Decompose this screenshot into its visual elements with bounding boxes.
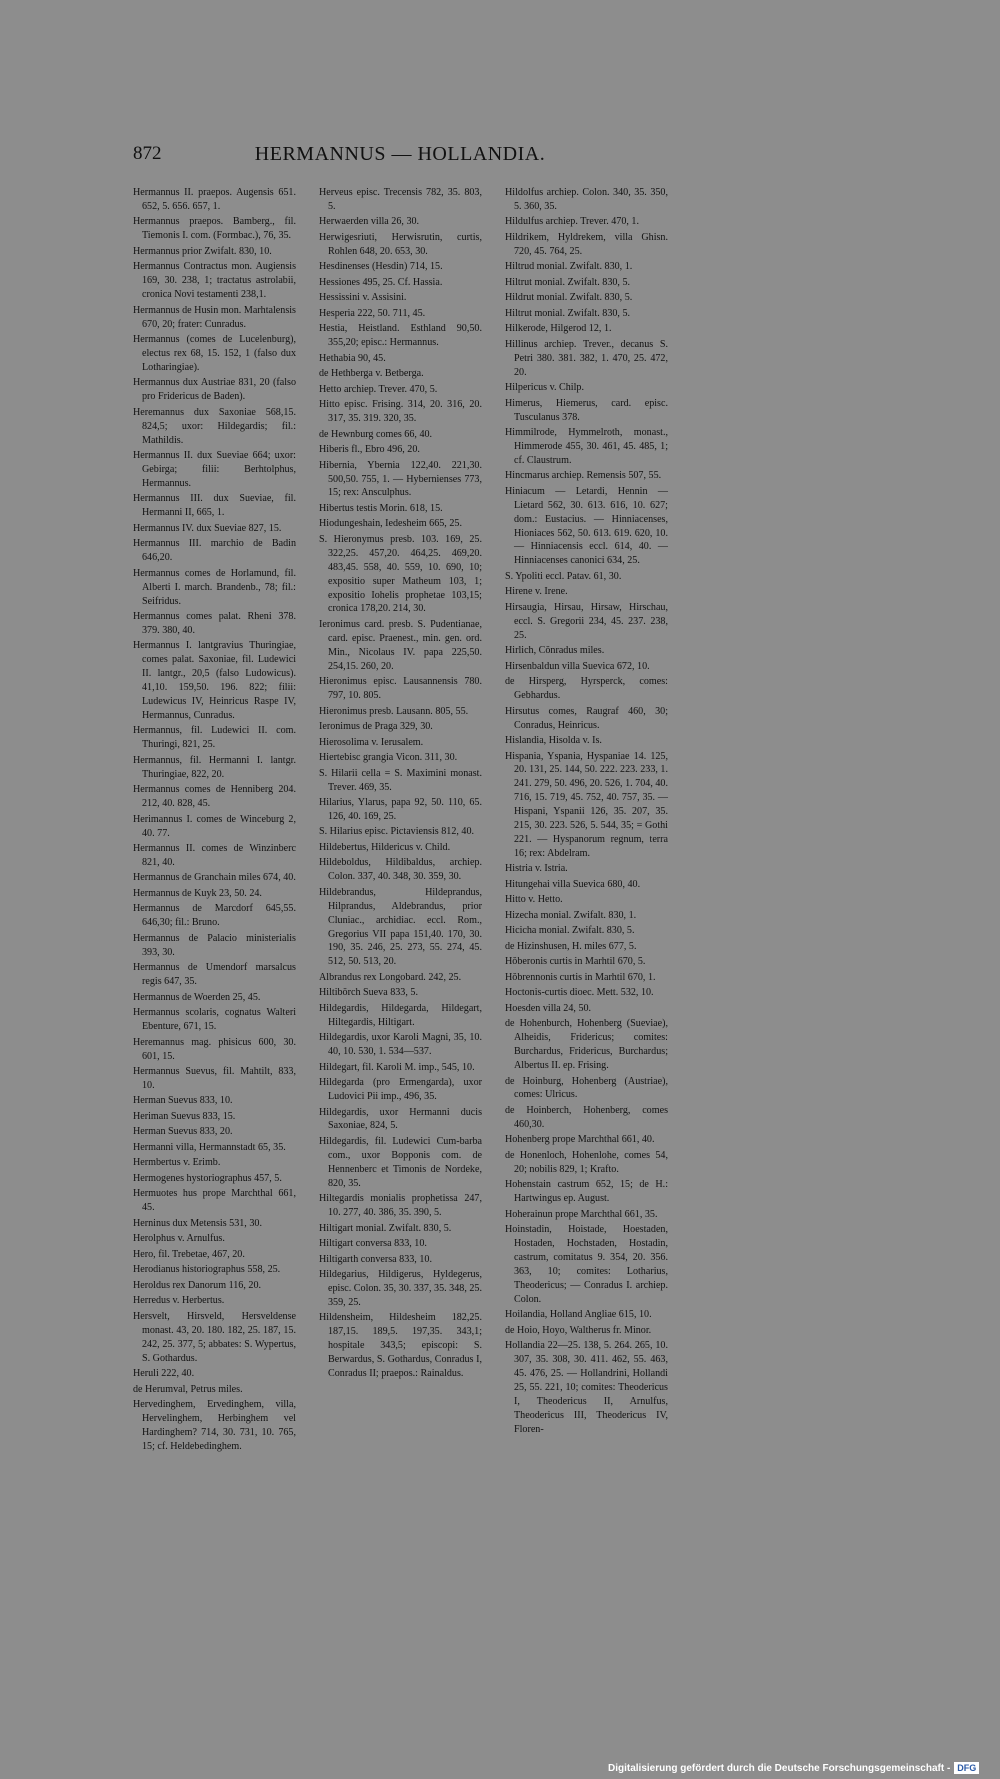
- index-entry: Hermannus comes de Horlamund, fil. Alberti I. march. Brandenb., 78; fil.: Seifridus.: [133, 567, 296, 607]
- index-entry: Hierosolima v. Ierusalem.: [319, 736, 424, 748]
- index-entry: de Hohenburch, Hohenberg (Sueviae), Alheidis, Fridericus; comites: Burchardus, Fridericus, Burchardus; Albertus II. ep. Frising.: [505, 1018, 668, 1072]
- index-entry: Hildegardis, Hildegarda, Hildegart, Hiltegardis, Hiltigart.: [319, 1002, 482, 1028]
- index-entry: Himerus, Hiemerus, card. episc. Tusculanus 378.: [505, 397, 668, 423]
- index-entry: Hessissini v. Assisini.: [319, 292, 407, 304]
- index-entry: Hirsaugia, Hirsau, Hirsaw, Hirschau, eccl. S. Gregorii 234, 45. 237. 238, 25.: [505, 601, 668, 641]
- index-entry: Hermannus (comes de Lucelenburg), electus rex 68, 15. 152, 1 (falso dux Lotharingiae).: [133, 334, 296, 373]
- index-entry: Hiltegardis monialis prophetissa 247, 10. 277, 40. 386, 35. 390, 5.: [319, 1193, 482, 1219]
- index-entry: Hildegart, fil. Karoli M. imp., 545, 10.: [319, 1061, 475, 1073]
- index-entry: Hermannus de Kuyk 23, 50. 24.: [133, 887, 262, 899]
- index-entry: Hermannus scolaris, cognatus Walteri Ebenture, 671, 15.: [133, 1007, 296, 1033]
- index-entry: Albrandus rex Longobard. 242, 25.: [319, 971, 462, 983]
- index-entry: Hermannus II. comes de Winzinberc 821, 40.: [133, 843, 296, 868]
- index-entry: Hildebrandus, Hildeprandus, Hilprandus, Aldebrandus, prior Cluniac., archidiac. eccl. Rom., Gregorius VII papa 151,40. 170, 30. 190, 35. 246, 25. 273, 55. 274, 45. 512, 50. 513, 20.: [319, 886, 482, 968]
- index-entry: Hiltrut monial. Zwifalt. 830, 5.: [505, 276, 631, 288]
- index-entry: Hiltigarth conversa 833, 10.: [319, 1253, 432, 1265]
- index-entry: Hermannus II. praepos. Augensis 651. 652, 5. 656. 657, 1.: [133, 187, 296, 212]
- index-entry: Hermannus de Woerden 25, 45.: [133, 991, 261, 1003]
- index-entry: Hermannus III. marchio de Badin 646,20.: [133, 538, 296, 564]
- index-column-2: [319, 186, 482, 1383]
- page-header: [133, 143, 667, 173]
- index-entry: Hitto v. Hetto.: [505, 894, 563, 906]
- index-entry: Hiberis fl., Ebro 496, 20.: [319, 444, 420, 456]
- index-entry: Hermannus de Palacio ministerialis 393, 30.: [133, 932, 296, 958]
- index-entry: Hibertus testis Morin. 618, 15.: [319, 502, 443, 514]
- index-entry: Hessiones 495, 25. Cf. Hassia.: [319, 276, 443, 288]
- index-entry: Hibernia, Ybernia 122,40. 221,30. 500,50. 755, 1. — Hybernienses 773, 15; rex: Ansculphus.: [319, 459, 482, 499]
- index-entry: S. Hilarii cella = S. Maximini monast. Trever. 469, 35.: [319, 767, 482, 793]
- index-entry: Hitungehai villa Suevica 680, 40.: [505, 878, 641, 890]
- footer-text: Digitalisierung gefördert durch die Deutsche Forschungsgemeinschaft -: [608, 1762, 951, 1774]
- dfg-logo: DFG: [954, 1762, 979, 1774]
- index-entry: Himmilrode, Hymmelroth, monast., Himmerode 455, 30. 461, 45. 485, 1; cf. Claustrum.: [505, 427, 668, 466]
- index-entry: Hermuotes hus prope Marchthal 661, 45.: [133, 1188, 296, 1214]
- index-entry: Hero, fil. Trebetae, 467, 20.: [133, 1248, 245, 1260]
- index-entry: Hilarius, Ylarus, papa 92, 50. 110, 65. 126, 40. 169, 25.: [319, 797, 482, 822]
- index-entry: Hiertebisc grangia Vicon. 311, 30.: [319, 752, 458, 764]
- index-entry: Hermannus prior Zwifalt. 830, 10.: [133, 245, 272, 257]
- index-entry: Hiltrud monial. Zwifalt. 830, 1.: [505, 261, 633, 273]
- index-entry: de Hoinburg, Hohenberg (Austriae), comes: Ulricus.: [505, 1075, 668, 1101]
- index-entry: Herman Suevus 833, 20.: [133, 1126, 233, 1138]
- index-entry: Hermogenes hystoriographus 457, 5.: [133, 1172, 282, 1184]
- index-entry: Hirsenbaldun villa Suevica 672, 10.: [505, 660, 650, 672]
- index-entry: de Herumval, Petrus miles.: [133, 1383, 243, 1395]
- index-entry: Herolphus v. Arnulfus.: [133, 1233, 225, 1245]
- funding-footer: [608, 1761, 979, 1775]
- index-entry: Histria v. Istria.: [505, 863, 568, 875]
- index-entry: Herveus episc. Trecensis 782, 35. 803, 5.: [319, 187, 482, 212]
- index-entry: Hermbertus v. Erimb.: [133, 1157, 221, 1169]
- index-entry: Hilkerode, Hilgerod 12, 1.: [505, 323, 612, 335]
- index-entry: Hildegardis, uxor Karoli Magni, 35, 10. 40, 10. 530, 1. 534—537.: [319, 1032, 482, 1058]
- index-entry: Hildeboldus, Hildibaldus, archiep. Colon. 337, 40. 348, 30. 359, 30.: [319, 857, 482, 883]
- index-entry: Hiniacum — Letardi, Hennin — Lietard 562, 30. 613. 616, 10. 627; dom.: Eustacius. — Hinniacenses, Hioniaces 562, 50. 613. 619. 620, 10. — Hinniacensis eccl. 614, 40. — Hinniacenses canonici 634, 25.: [505, 485, 668, 567]
- index-entry: Heruli 222, 40.: [133, 1368, 195, 1380]
- index-entry: de Hoinberch, Hohenberg, comes 460,30.: [505, 1104, 668, 1130]
- index-entry: Hermannus I. lantgravius Thuringiae, comes palat. Saxoniae, fil. Ludewici II. lantgr., 20,5 (falso Ludowicus). 41,10. 159,50. 196. 822; filii: Ludewicus IV, Heinricus Raspe IV, Hermannus, Cunradus.: [133, 640, 296, 721]
- index-entry: Hetto archiep. Trever. 470, 5.: [319, 383, 438, 395]
- index-entry: Hiltigart monial. Zwifalt. 830, 5.: [319, 1222, 452, 1234]
- index-entry: S. Hilarius episc. Pictaviensis 812, 40.: [319, 826, 475, 838]
- index-entry: S. Ypoliti eccl. Patav. 61, 30.: [505, 570, 622, 582]
- index-entry: Hiodungeshain, Iedesheim 665, 25.: [319, 518, 462, 530]
- index-entry: Hohenstain castrum 652, 15; de H.: Hartwingus ep. August.: [505, 1179, 668, 1205]
- index-entry: Hoherainun prope Marchthal 661, 35.: [505, 1208, 658, 1220]
- index-entry: Hincmarus archiep. Remensis 507, 55.: [505, 470, 662, 482]
- index-entry: Hersvelt, Hirsveld, Hersveldense monast. 43, 20. 180. 182, 25. 187, 15. 242, 25. 377, 5; abbates: S. Wypertus, S. Gothardus.: [133, 1310, 296, 1364]
- index-entry: Herwaerden villa 26, 30.: [319, 216, 420, 228]
- index-entry: Hirlich, Cŏnradus miles.: [505, 645, 605, 657]
- index-entry: de Hirsperg, Hyrsperck, comes: Gebhardus.: [505, 676, 668, 702]
- index-entry: Hildensheim, Hildesheim 182,25. 187,15. 189,5. 197,35. 343,1; hospitale 343,5; episcopi: S. Berwardus, S. Gothardus, Conradus I, Conradus II; praepos.: Rainaldus.: [319, 1312, 482, 1380]
- index-entry: Herredus v. Herbertus.: [133, 1295, 225, 1307]
- index-entry: Hermannus Suevus, fil. Mahtilt, 833, 10.: [133, 1066, 296, 1091]
- index-entry: Hoesden villa 24, 50.: [505, 1002, 592, 1014]
- index-entry: de Hewnburg comes 66, 40.: [319, 428, 433, 440]
- index-entry: S. Hieronymus presb. 103. 169, 25. 322,25. 457,20. 464,25. 469,20. 483,45. 558, 40. 559, 10. 690, 10; expositio super Matheum 103, 1; expositio Iohelis prophetae 103,15; cronica 178,20. 214, 30.: [319, 533, 482, 615]
- index-entry: Hieronimus presb. Lausann. 805, 55.: [319, 705, 469, 717]
- index-entry: Heremannus dux Saxoniae 568,15. 824,5; uxor: Hildegardis; fil.: Mathildis.: [133, 406, 296, 446]
- index-entry: Hildrikem, Hyldrekem, villa Ghisn. 720, 45. 764, 25.: [505, 231, 668, 257]
- index-entry: Hermannus de Granchain miles 674, 40.: [133, 872, 296, 884]
- index-entry: Hŏberonis curtis in Marhtil 670, 5.: [505, 956, 646, 968]
- index-entry: Hethabia 90, 45.: [319, 352, 386, 364]
- index-entry: de Hizinshusen, H. miles 677, 5.: [505, 940, 637, 952]
- index-entry: Heremannus mag. phisicus 600, 30. 601, 15.: [133, 1036, 296, 1062]
- index-entry: Hildegardis, fil. Ludewici Cum-barba com., uxor Bopponis com. de Hennenberc et Timonis de Nordeke, 820, 35.: [319, 1135, 482, 1189]
- index-entry: Hiltigart conversa 833, 10.: [319, 1238, 427, 1250]
- index-entry: Hildulfus archiep. Trever. 470, 1.: [505, 216, 640, 228]
- index-column-1: [133, 186, 296, 1455]
- index-entry: Hirene v. Irene.: [505, 586, 568, 598]
- index-entry: Hermannus, fil. Hermanni I. lantgr. Thuringiae, 822, 20.: [133, 754, 296, 780]
- index-entry: Hislandia, Hisolda v. Is.: [505, 735, 602, 746]
- index-entry: Hermannus IV. dux Sueviae 827, 15.: [133, 522, 282, 534]
- index-entry: Ieronimus card. presb. S. Pudentianae, card. episc. Praenest., min. gen. ord. Min., Nicolaus IV. papa 225,50. 254,15. 260, 20.: [319, 618, 482, 672]
- index-entry: Herodianus historiographus 558, 25.: [133, 1264, 281, 1276]
- index-entry: Hermannus comes palat. Rheni 378. 379. 380, 40.: [133, 611, 296, 636]
- index-entry: Hiltibŏrch Sueva 833, 5.: [319, 987, 418, 999]
- index-entry: Hervedinghem, Ervedinghem, villa, Hervelinghem, Herbinghem vel Hardinghem? 714, 30. 731, 10. 765, 15; cf. Heldebedinghem.: [133, 1399, 296, 1452]
- index-entry: Hermannus de Umendorf marsalcus regis 647, 35.: [133, 962, 296, 988]
- index-entry: Hohenberg prope Marchthal 661, 40.: [505, 1134, 655, 1146]
- index-entry: Hirsutus comes, Raugraf 460, 30; Conradus, Heinricus.: [505, 705, 668, 731]
- index-entry: Hoctonis-curtis dioec. Mett. 532, 10.: [505, 987, 654, 999]
- index-entry: Hoinstadin, Hoistade, Hoestaden, Hostaden, Hochstaden, Hostadin, castrum, comitatus 9. 354, 20. 356. 363, 10; comites: Lotharius, Theodericus; — Conradus I. archiep. Colon.: [505, 1224, 668, 1305]
- index-entry: Hildebertus, Hildericus v. Child.: [319, 841, 451, 853]
- index-entry: de Honenloch, Hohenlohe, comes 54, 20; nobilis 829, 1; Krafto.: [505, 1149, 668, 1175]
- index-entry: Hermanni villa, Hermannstadt 65, 35.: [133, 1141, 286, 1153]
- index-entry: Hermannus praepos. Bamberg., fil. Tiemonis I. com. (Formbac.), 76, 35.: [133, 216, 296, 242]
- index-entry: Hermannus III. dux Sueviae, fil. Hermanni II, 665, 1.: [133, 493, 296, 519]
- index-entry: Hildolfus archiep. Colon. 340, 35. 350, 5. 360, 35.: [505, 187, 668, 212]
- index-entry: Herman Suevus 833, 10.: [133, 1095, 233, 1107]
- index-entry: Hiltrut monial. Zwifalt. 830, 5.: [505, 307, 631, 319]
- index-entry: Hermannus Contractus mon. Augiensis 169, 30. 238, 1; tractatus astrolabii, cronica Novi testamenti 238,1.: [133, 261, 296, 301]
- index-entry: Hizecha monial. Zwifalt. 830, 1.: [505, 909, 637, 921]
- index-entry: Hildegardis, uxor Hermanni ducis Saxoniae, 824, 5.: [319, 1106, 482, 1132]
- index-entry: Hestia, Heistland. Esthland 90,50. 355,20; episc.: Hermannus.: [319, 323, 482, 349]
- index-entry: Heriman Suevus 833, 15.: [133, 1110, 236, 1122]
- index-entry: Herimannus I. comes de Winceburg 2, 40. 77.: [133, 813, 296, 839]
- index-entry: Hildrut monial. Zwifalt. 830, 5.: [505, 292, 633, 304]
- index-entry: Hicicha monial. Zwifalt. 830, 5.: [505, 925, 635, 937]
- index-columns: [133, 186, 668, 1741]
- index-entry: Heroldus rex Danorum 116, 20.: [133, 1279, 262, 1291]
- index-entry: Ieronimus de Praga 329, 30.: [319, 721, 433, 733]
- index-entry: Hesperia 222, 50. 711, 45.: [319, 307, 426, 319]
- index-entry: Hillinus archiep. Trever., decanus S. Petri 380. 381. 382, 1. 470, 25. 472, 20.: [505, 338, 668, 378]
- index-column-3: [505, 186, 668, 1438]
- index-entry: Hitto episc. Frising. 314, 20. 316, 20. 317, 35. 319. 320, 35.: [319, 399, 482, 425]
- index-entry: Hispania, Yspania, Hyspaniae 14. 125, 20. 131, 25. 144, 50. 222. 223. 233, 1. 241. 279, 50. 496, 20. 526, 1. 704, 40. 716, 15. 719, 45. 752, 40. 757, 35. — Hispani, Yspanii 126, 35. 207, 35. 215, 30. 223. 526, 5. 544, 35; = Gothi 221. — Hyspanorum regnum, terra 16; rex: Abdelram.: [505, 750, 668, 859]
- index-entry: Hermannus, fil. Ludewici II. com. Thuringi, 821, 25.: [133, 725, 296, 751]
- index-entry: Hoilandia, Holland Angliae 615, 10.: [505, 1309, 652, 1321]
- index-entry: Hermannus II. dux Sueviae 664; uxor: Gebirga; filii: Berhtolphus, Hermannus.: [133, 450, 296, 489]
- page-title: HERMANNUS — HOLLANDIA.: [254, 143, 546, 165]
- index-entry: Herwigesriuti, Herwisrutin, curtis, Rohlen 648, 20. 653, 30.: [319, 231, 482, 257]
- index-entry: de Hoio, Hoyo, Waltherus fr. Minor.: [505, 1324, 652, 1336]
- index-entry: Herninus dux Metensis 531, 30.: [133, 1217, 262, 1229]
- page-number: 872: [133, 143, 162, 164]
- index-entry: de Hethberga v. Betberga.: [319, 368, 424, 380]
- index-entry: Hieronimus episc. Lausannensis 780. 797, 10. 805.: [319, 676, 482, 702]
- index-entry: Hermannus de Husin mon. Marhtalensis 670, 20; frater: Cunradus.: [133, 304, 296, 330]
- index-entry: Hilpericus v. Chilp.: [505, 382, 584, 394]
- index-entry: Hollandia 22—25. 138, 5. 264. 265, 10. 307, 35. 308, 30. 411. 462, 55. 463, 45. 476, 25. — Hollandrini, Hollandi 25, 55. 221, 10; comites: Theodericus I, Theodericus II, Arnulfus, Theodericus III, Theodericus IV, Floren-: [505, 1340, 668, 1435]
- index-entry: Hesdinenses (Hesdin) 714, 15.: [319, 261, 443, 273]
- index-entry: Hildegarda (pro Ermengarda), uxor Ludovici Pii imp., 496, 35.: [319, 1077, 482, 1103]
- index-entry: Hermannus comes de Henniberg 204. 212, 40. 828, 45.: [133, 784, 296, 810]
- index-entry: Hermannus dux Austriae 831, 20 (falso pro Fridericus de Baden).: [133, 377, 296, 403]
- index-entry: Hildegarius, Hildigerus, Hyldegerus, episc. Colon. 35, 30. 337, 35. 348, 25. 359, 25.: [319, 1269, 482, 1308]
- index-entry: Hermannus de Marcdorf 645,55. 646,30; fil.: Bruno.: [133, 903, 296, 929]
- index-entry: Hŏbrennonis curtis in Marhtil 670, 1.: [505, 971, 656, 983]
